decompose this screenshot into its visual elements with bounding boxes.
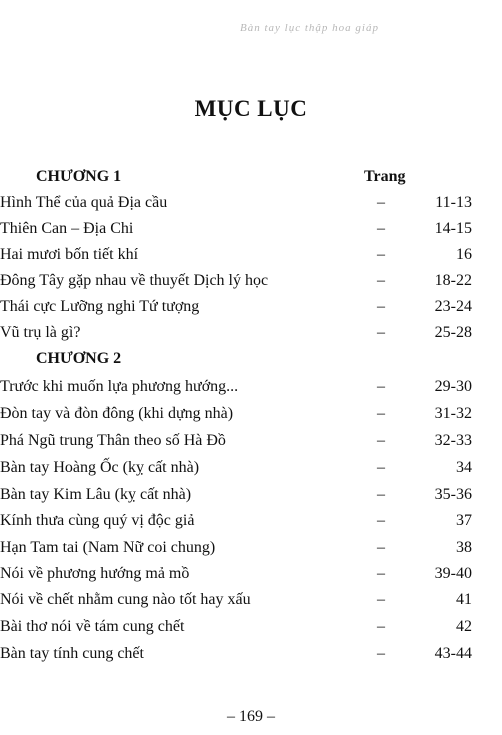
toc-entry [0, 298, 502, 322]
toc-entry [0, 378, 502, 402]
toc-entry [0, 272, 502, 296]
toc-entry-dash: – [377, 324, 385, 341]
toc-entry-page: 11-13 [435, 194, 472, 211]
toc-entry-page: 35-36 [434, 486, 472, 503]
toc-entry-dash: – [377, 565, 385, 582]
toc-entry-page: 18-22 [434, 272, 472, 289]
toc-entry-page: 32-33 [434, 432, 472, 449]
toc-entry [0, 459, 502, 483]
toc-entry-title: Thiên Can – Địa Chi [0, 220, 134, 237]
toc-entry-page: 38 [456, 539, 472, 556]
toc-entry-title: Hạn Tam tai (Nam Nữ coi chung) [0, 539, 216, 556]
toc-entry-dash: – [377, 645, 385, 662]
toc-entry-page: 14-15 [434, 220, 472, 237]
toc-entry [0, 645, 502, 669]
toc-entry-dash: – [377, 220, 385, 237]
toc-entry-dash: – [377, 591, 385, 608]
toc-entry-title: Hình Thể của quả Địa cầu [0, 194, 168, 211]
toc-entry-title: Thái cực Lưỡng nghi Tứ tượng [0, 298, 200, 315]
toc-entry [0, 432, 502, 456]
page-column-label: Trang [364, 168, 406, 185]
toc-entry-dash: – [377, 194, 385, 211]
toc-entry-dash: – [377, 486, 385, 503]
toc-entry-dash: – [377, 459, 385, 476]
toc-entry-title: Bàn tay Kim Lâu (kỵ cất nhà) [0, 486, 192, 503]
toc-entry [0, 512, 502, 536]
toc-entry-title: Đòn tay và đòn đông (khi dựng nhà) [0, 405, 234, 422]
toc-entry-title: Hai mươi bốn tiết khí [0, 246, 139, 263]
toc-entry [0, 539, 502, 563]
toc-entry-title: Bàn tay tính cung chết [0, 645, 144, 662]
running-header: Bàn tay lục thập hoa giáp [240, 22, 379, 34]
toc-entry [0, 246, 502, 270]
toc-entry-dash: – [377, 378, 385, 395]
toc-entry-dash: – [377, 512, 385, 529]
toc-entry-title: Đông Tây gặp nhau về thuyết Dịch lý học [0, 272, 269, 289]
chapter-heading: CHƯƠNG 1 [36, 168, 122, 185]
toc-entry-page: 42 [456, 618, 472, 635]
toc-entry-title: Trước khi muốn lựa phương hướng... [0, 378, 239, 395]
toc-entry-dash: – [377, 246, 385, 263]
toc-entry [0, 405, 502, 429]
toc-entry-page: 31-32 [434, 405, 472, 422]
toc-entry-page: 41 [456, 591, 472, 608]
toc-entry-dash: – [377, 405, 385, 422]
toc-entry-dash: – [377, 539, 385, 556]
toc-entry [0, 324, 502, 348]
toc-entry-title: Bàn tay Hoàng Ốc (kỵ cất nhà) [0, 459, 200, 476]
chapter-heading: CHƯƠNG 2 [36, 350, 122, 367]
toc-entry-title: Kính thưa cùng quý vị độc giả [0, 512, 195, 529]
toc-entry-title: Phá Ngũ trung Thân theo số Hà Đồ [0, 432, 226, 449]
toc-entry [0, 591, 502, 615]
toc-entry-dash: – [377, 298, 385, 315]
toc-entry-dash: – [377, 618, 385, 635]
toc-entry-title: Nói về chết nhằm cung nào tốt hay xấu [0, 591, 251, 608]
toc-entry-page: 39-40 [434, 565, 472, 582]
toc-entry [0, 486, 502, 510]
page-number: – 169 – [227, 708, 275, 725]
toc-entry [0, 618, 502, 642]
page-title: MỤC LỤC [194, 96, 308, 121]
toc-entry-page: 34 [456, 459, 472, 476]
toc-entry-page: 16 [456, 246, 472, 263]
toc-entry-page: 25-28 [434, 324, 472, 341]
toc-entry-page: 29-30 [434, 378, 472, 395]
toc-entry-title: Nói về phương hướng mả mồ [0, 565, 190, 582]
toc-entry-dash: – [377, 272, 385, 289]
toc-entry-page: 43-44 [434, 645, 472, 662]
toc-entry-page: 23-24 [434, 298, 472, 315]
toc-entry [0, 565, 502, 589]
toc-entry-page: 37 [456, 512, 472, 529]
toc-entry-title: Bài thơ nói về tám cung chết [0, 618, 185, 635]
toc-entry-title: Vũ trụ là gì? [0, 324, 81, 341]
toc-entry [0, 220, 502, 244]
toc-entry-dash: – [377, 432, 385, 449]
toc-entry [0, 194, 502, 218]
